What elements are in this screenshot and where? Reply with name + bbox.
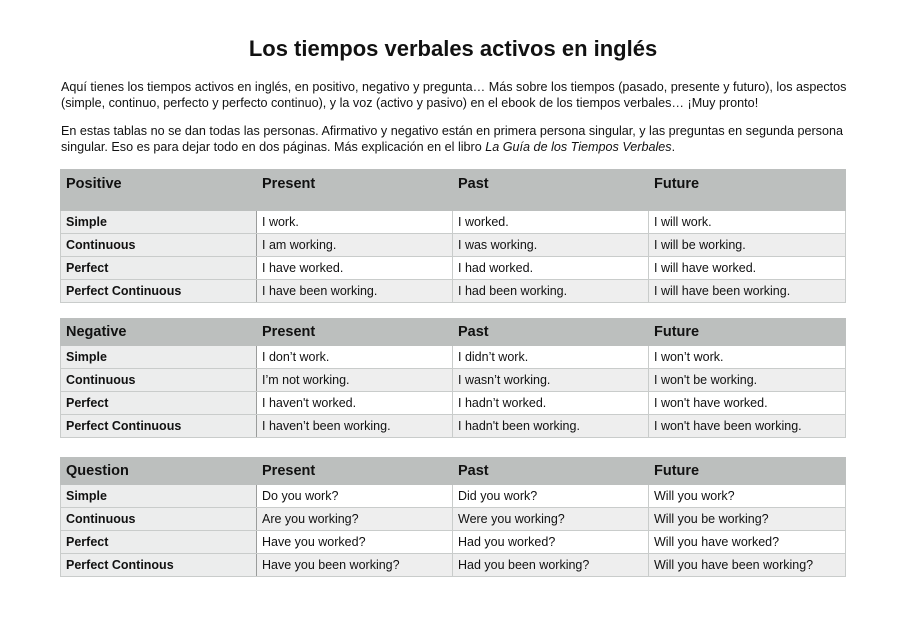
table-cell: Will you be working? bbox=[649, 508, 846, 531]
table-row bbox=[61, 234, 846, 257]
row-label: Perfect bbox=[61, 531, 257, 554]
table-cell: I won't have worked. bbox=[649, 392, 846, 415]
intro-paragraph-2-text: En estas tablas no se dan todas las personas. Afirmativo y negativo están en primera persona singular, y las preguntas en segunda persona singular. Eso es para dejar todo en dos páginas. Más explicación en el libro bbox=[61, 124, 843, 154]
table-row bbox=[61, 280, 846, 303]
header-cell: Question bbox=[61, 458, 257, 485]
table-row bbox=[61, 415, 846, 438]
row-label: Simple bbox=[61, 211, 257, 234]
table-cell: I work. bbox=[257, 211, 453, 234]
table-cell: I have worked. bbox=[257, 257, 453, 280]
header-cell: Past bbox=[453, 319, 649, 346]
table-header-row bbox=[61, 319, 846, 346]
row-label: Perfect Continuous bbox=[61, 415, 257, 438]
table-cell: Will you have been working? bbox=[649, 554, 846, 577]
table-row bbox=[61, 346, 846, 369]
table-cell: I am working. bbox=[257, 234, 453, 257]
header-cell: Positive bbox=[61, 170, 257, 211]
row-label: Perfect bbox=[61, 257, 257, 280]
table-cell: I had worked. bbox=[453, 257, 649, 280]
table-row bbox=[61, 257, 846, 280]
row-label: Simple bbox=[61, 346, 257, 369]
intro-paragraph-1: Aquí tienes los tiempos activos en inglés, en positivo, negativo y pregunta… Más sobre los tiempos (pasado, presente y futuro), los aspectos (simple, continuo, perfecto y perfecto continuo), y la voz (activo y pasivo) en el ebook de los tiempos verbales… ¡Muy pronto! bbox=[61, 80, 847, 110]
table-cell: Will you have worked? bbox=[649, 531, 846, 554]
table-cell: I have been working. bbox=[257, 280, 453, 303]
table-cell: I didn’t work. bbox=[453, 346, 649, 369]
table-cell: I was working. bbox=[453, 234, 649, 257]
table-cell: I will have been working. bbox=[649, 280, 846, 303]
table-cell: Were you working? bbox=[453, 508, 649, 531]
header-cell: Present bbox=[257, 170, 453, 211]
table-cell: I don’t work. bbox=[257, 346, 453, 369]
header-cell: Future bbox=[649, 458, 846, 485]
negative-table bbox=[60, 318, 846, 438]
table-cell: I’m not working. bbox=[257, 369, 453, 392]
page-title: Los tiempos verbales activos en inglés bbox=[248, 36, 658, 61]
header-cell: Past bbox=[453, 170, 649, 211]
question-table bbox=[60, 457, 846, 577]
row-label: Simple bbox=[61, 485, 257, 508]
table-cell: I will work. bbox=[649, 211, 846, 234]
row-label: Perfect bbox=[61, 392, 257, 415]
row-label: Perfect Continous bbox=[61, 554, 257, 577]
intro-paragraph-2-end: . bbox=[671, 139, 676, 154]
table-cell: Have you worked? bbox=[257, 531, 453, 554]
table-cell: I had been working. bbox=[453, 280, 649, 303]
table-cell: I haven't worked. bbox=[257, 392, 453, 415]
table-cell: I hadn’t worked. bbox=[453, 392, 649, 415]
header-cell: Future bbox=[649, 319, 846, 346]
table-row bbox=[61, 554, 846, 577]
table-cell: Will you work? bbox=[649, 485, 846, 508]
table-cell: I will be working. bbox=[649, 234, 846, 257]
table-row bbox=[61, 369, 846, 392]
table-header-row bbox=[61, 170, 846, 211]
row-label: Continuous bbox=[61, 369, 257, 392]
table-cell: Had you been working? bbox=[453, 554, 649, 577]
positive-table bbox=[60, 169, 846, 303]
intro-paragraph-2 bbox=[61, 124, 851, 155]
table-cell: I won't have been working. bbox=[649, 415, 846, 438]
table-cell: I haven’t been working. bbox=[257, 415, 453, 438]
table-row bbox=[61, 211, 846, 234]
row-label: Continuous bbox=[61, 508, 257, 531]
header-cell: Present bbox=[257, 319, 453, 346]
table-cell: I will have worked. bbox=[649, 257, 846, 280]
header-cell: Past bbox=[453, 458, 649, 485]
table-row bbox=[61, 508, 846, 531]
table-row bbox=[61, 392, 846, 415]
row-label: Perfect Continuous bbox=[61, 280, 257, 303]
book-title: La Guía de los Tiempos Verbales bbox=[485, 139, 672, 154]
table-cell: Have you been working? bbox=[257, 554, 453, 577]
table-cell: I hadn't been working. bbox=[453, 415, 649, 438]
table-cell: Had you worked? bbox=[453, 531, 649, 554]
table-cell: I wasn’t working. bbox=[453, 369, 649, 392]
header-cell: Negative bbox=[61, 319, 257, 346]
header-cell: Future bbox=[649, 170, 846, 211]
table-row bbox=[61, 531, 846, 554]
row-label: Continuous bbox=[61, 234, 257, 257]
table-cell: Did you work? bbox=[453, 485, 649, 508]
table-cell: I worked. bbox=[453, 211, 649, 234]
table-cell: Are you working? bbox=[257, 508, 453, 531]
table-header-row bbox=[61, 458, 846, 485]
table-cell: I won't be working. bbox=[649, 369, 846, 392]
table-cell: Do you work? bbox=[257, 485, 453, 508]
table-cell: I won’t work. bbox=[649, 346, 846, 369]
table-row bbox=[61, 485, 846, 508]
header-cell: Present bbox=[257, 458, 453, 485]
